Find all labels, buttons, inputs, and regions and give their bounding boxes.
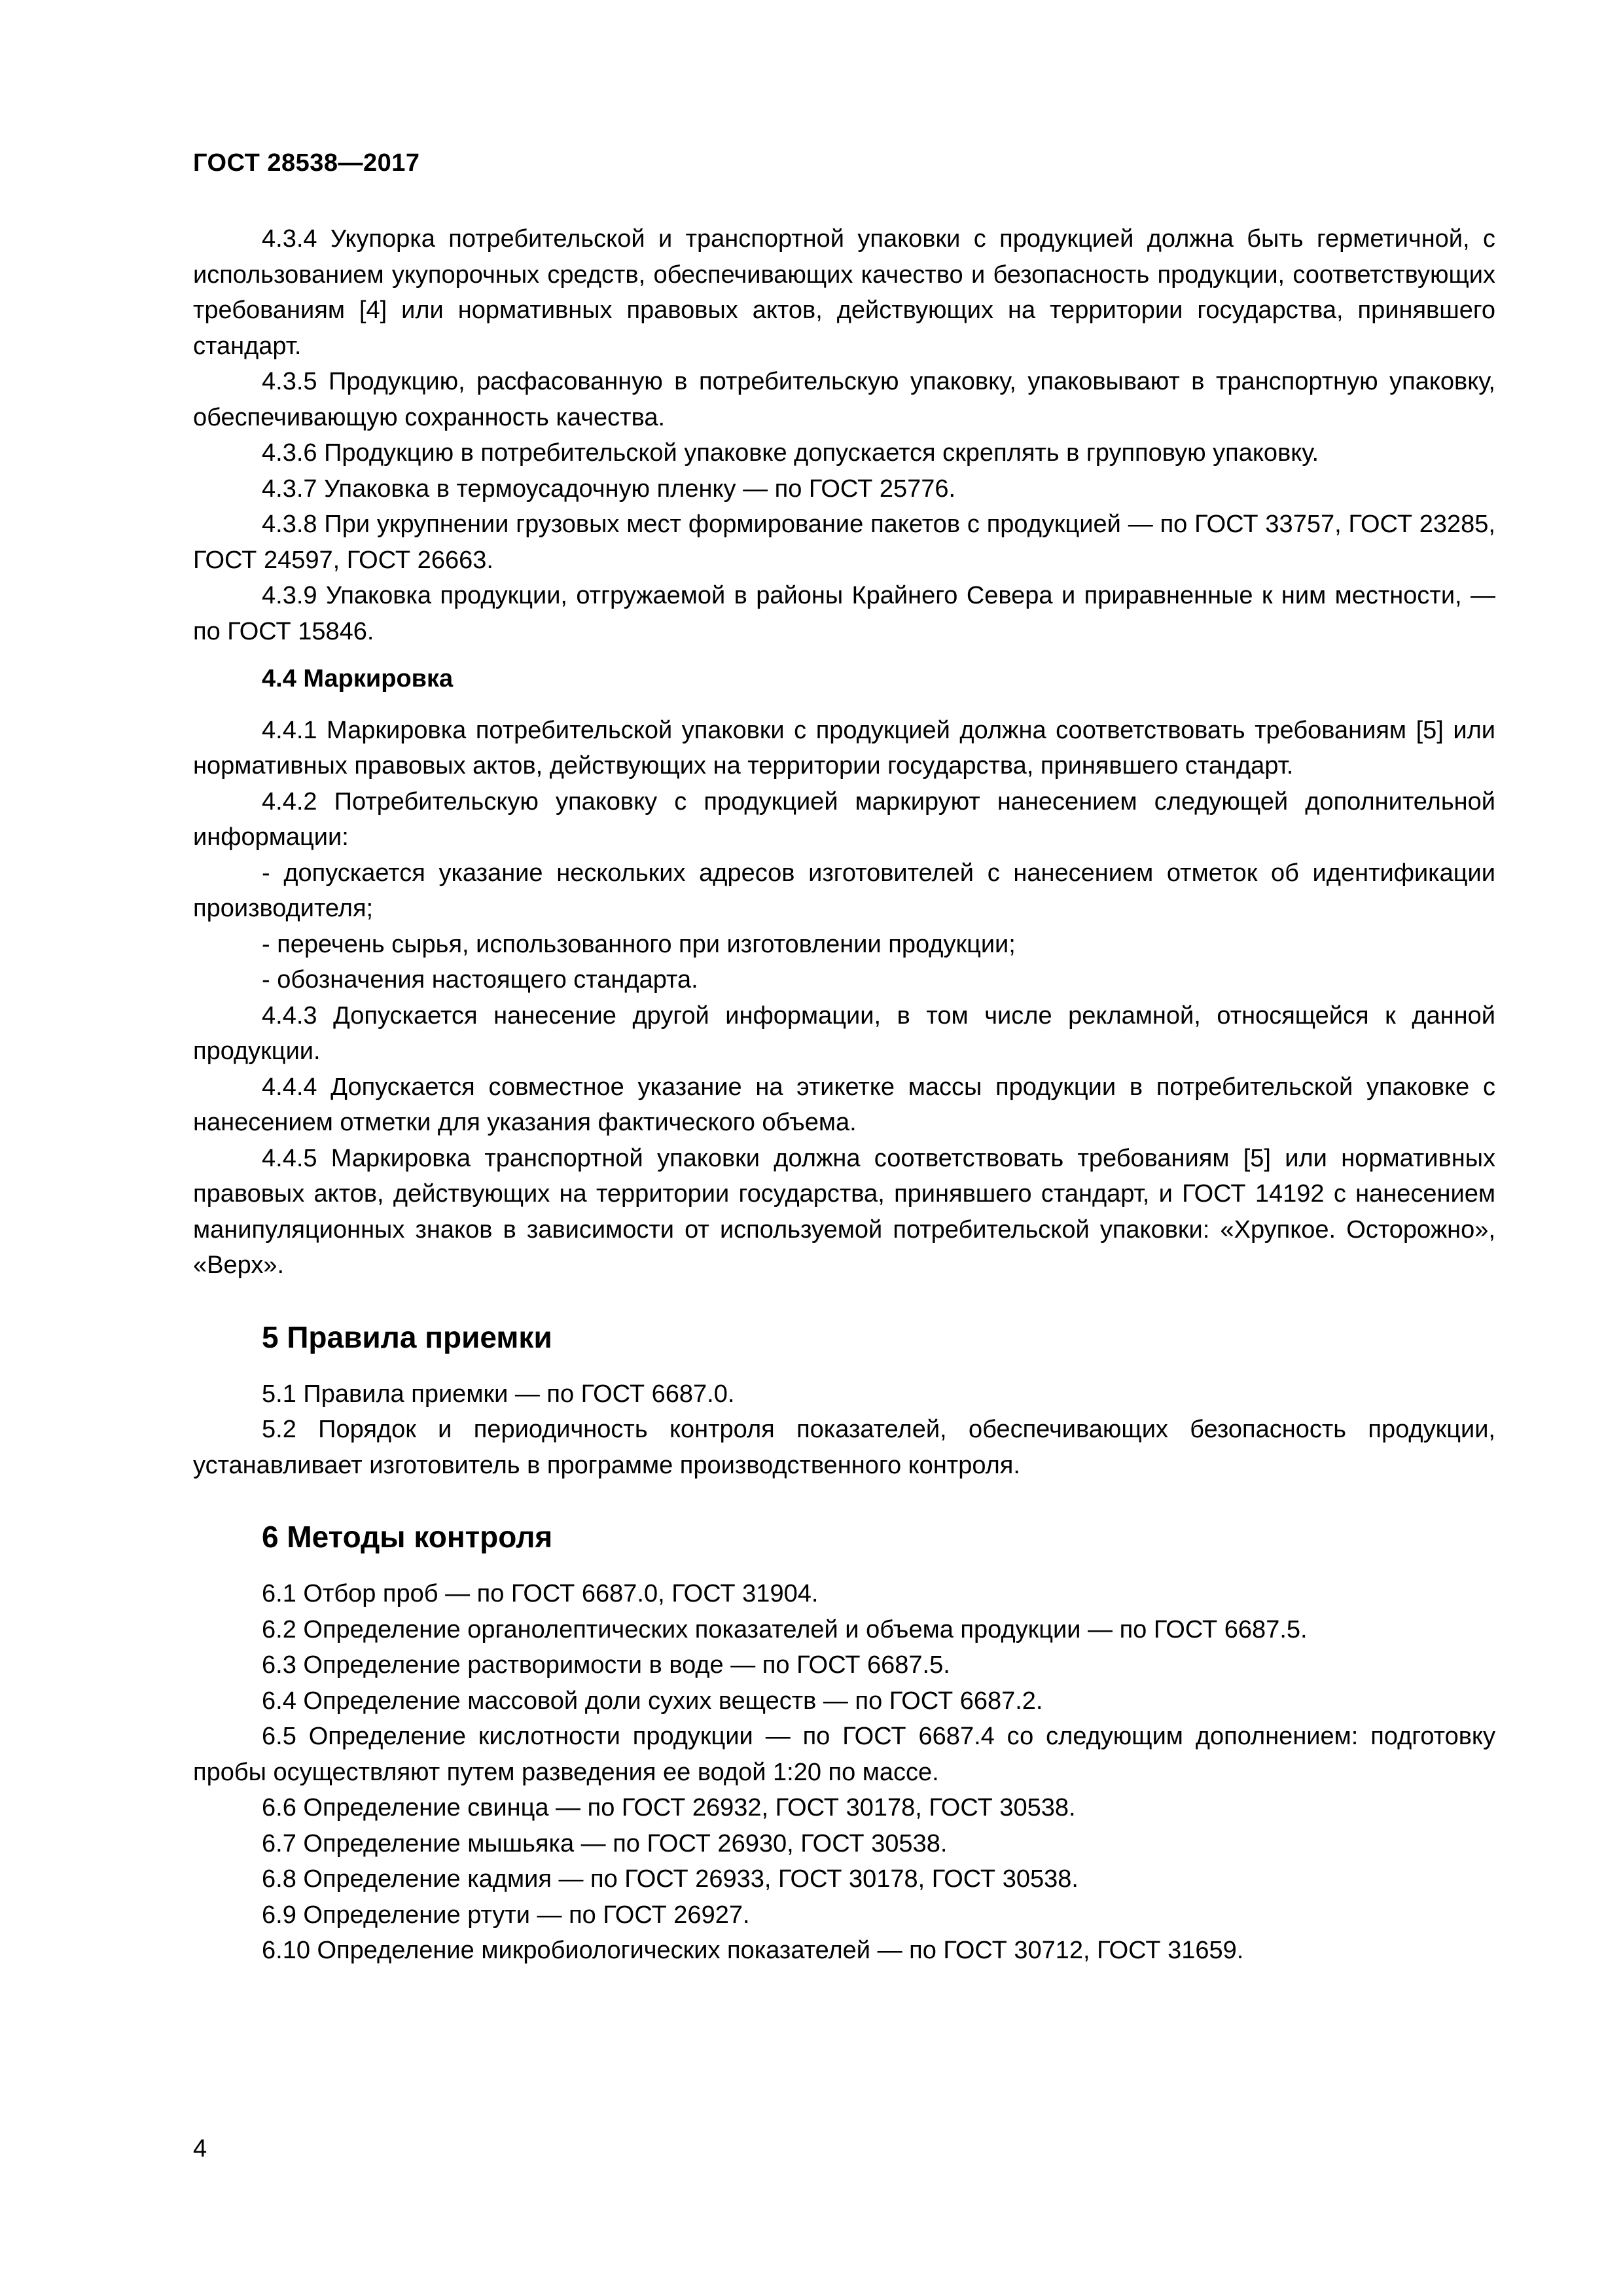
clause-4-4-3: 4.4.3 Допускается нанесение другой информации, в том числе рекламной, относящейся к данной продукции.: [193, 1001, 1495, 1065]
clause-4-4-2: 4.4.2 Потребительскую упаковку с продукцией маркируют нанесением следующей дополнительной информации:: [193, 787, 1495, 851]
section-6-heading: 6 Методы контроля: [262, 1520, 553, 1554]
clause-4-4-5: 4.4.5 Маркировка транспортной упаковки должна соответствовать требованиям [5] или нормативных правовых актов, действующих на территории государства, принявшего стандарт, и ГОСТ 14192 с нанесением манипуляционных знаков в зависимости от используемой потребительской упаковки: «Хрупкое. Осторожно», «Верх».: [193, 1144, 1495, 1279]
page-number: 4: [193, 2135, 207, 2162]
section-5-heading: 5 Правила приемки: [262, 1319, 552, 1354]
clause-4-4-1: 4.4.1 Маркировка потребительской упаковки с продукцией должна соответствовать требованиям [5] или нормативных правовых актов, действующих на территории государства, принявшего стандарт.: [193, 716, 1495, 780]
clause-4-3-6: 4.3.6 Продукцию в потребительской упаковке допускается скреплять в групповую упаковку.: [262, 439, 1319, 467]
clause-6-8: 6.8 Определение кадмия — по ГОСТ 26933, ГОСТ 30178, ГОСТ 30538.: [262, 1865, 1079, 1893]
clause-6-7: 6.7 Определение мышьяка — по ГОСТ 26930, ГОСТ 30538.: [262, 1829, 948, 1857]
clause-6-1: 6.1 Отбор проб — по ГОСТ 6687.0, ГОСТ 31904.: [262, 1580, 819, 1607]
clause-6-6: 6.6 Определение свинца — по ГОСТ 26932, ГОСТ 30178, ГОСТ 30538.: [262, 1794, 1076, 1821]
clause-5-2: 5.2 Порядок и периодичность контроля показателей, обеспечивающих безопасность продукции, устанавливает изготовитель в программе производственного контроля.: [193, 1416, 1495, 1479]
clause-6-3: 6.3 Определение растворимости в воде — по ГОСТ 6687.5.: [262, 1651, 950, 1679]
clause-4-3-4: 4.3.4 Укупорка потребительской и транспортной упаковки с продукцией должна быть герметичной, с использованием укупорочных средств, обеспечивающих качество и безопасность продукции, соответствующих требованиям [4] или нормативных правовых актов, действующих на территории государства, принявшего стандарт.: [193, 225, 1495, 360]
clause-4-3-8: 4.3.8 При укрупнении грузовых мест формирование пакетов с продукцией — по ГОСТ 33757, ГОСТ 23285, ГОСТ 24597, ГОСТ 26663.: [193, 511, 1495, 574]
clause-6-5: 6.5 Определение кислотности продукции — по ГОСТ 6687.4 со следующим дополнением: подготовку пробы осуществляют путем разведения ее водой 1:20 по массе.: [193, 1723, 1495, 1786]
document-body: [193, 221, 1495, 1969]
section-4-4-heading: 4.4 Маркировка: [262, 665, 454, 692]
clause-6-9: 6.9 Определение ртути — по ГОСТ 26927.: [262, 1901, 750, 1929]
clause-6-10: 6.10 Определение микробиологических показателей — по ГОСТ 30712, ГОСТ 31659.: [262, 1937, 1244, 1964]
list-item: - перечень сырья, использованного при изготовлении продукции;: [262, 930, 1016, 958]
clause-4-3-7: 4.3.7 Упаковка в термоусадочную пленку — по ГОСТ 25776.: [262, 475, 956, 503]
clause-4-3-9: 4.3.9 Упаковка продукции, отгружаемой в районы Крайнего Севера и приравненные к ним местности, — по ГОСТ 15846.: [193, 582, 1495, 645]
list-item: - обозначения настоящего стандарта.: [262, 966, 698, 994]
clause-5-1: 5.1 Правила приемки — по ГОСТ 6687.0.: [262, 1380, 735, 1408]
clause-4-3-5: 4.3.5 Продукцию, расфасованную в потребительскую упаковку, упаковывают в транспортную упаковку, обеспечивающую сохранность качества.: [193, 368, 1495, 431]
clause-6-4: 6.4 Определение массовой доли сухих веществ — по ГОСТ 6687.2.: [262, 1687, 1043, 1715]
clause-6-2: 6.2 Определение органолептических показателей и объема продукции — по ГОСТ 6687.5.: [262, 1615, 1308, 1643]
document-header: ГОСТ 28538—2017: [193, 149, 420, 177]
list-item: - допускается указание нескольких адресов изготовителей с нанесением отметок об идентификации производителя;: [193, 859, 1495, 922]
clause-4-4-4: 4.4.4 Допускается совместное указание на этикетке массы продукции в потребительской упаковке с нанесением отметки для указания фактического объема.: [193, 1073, 1495, 1136]
